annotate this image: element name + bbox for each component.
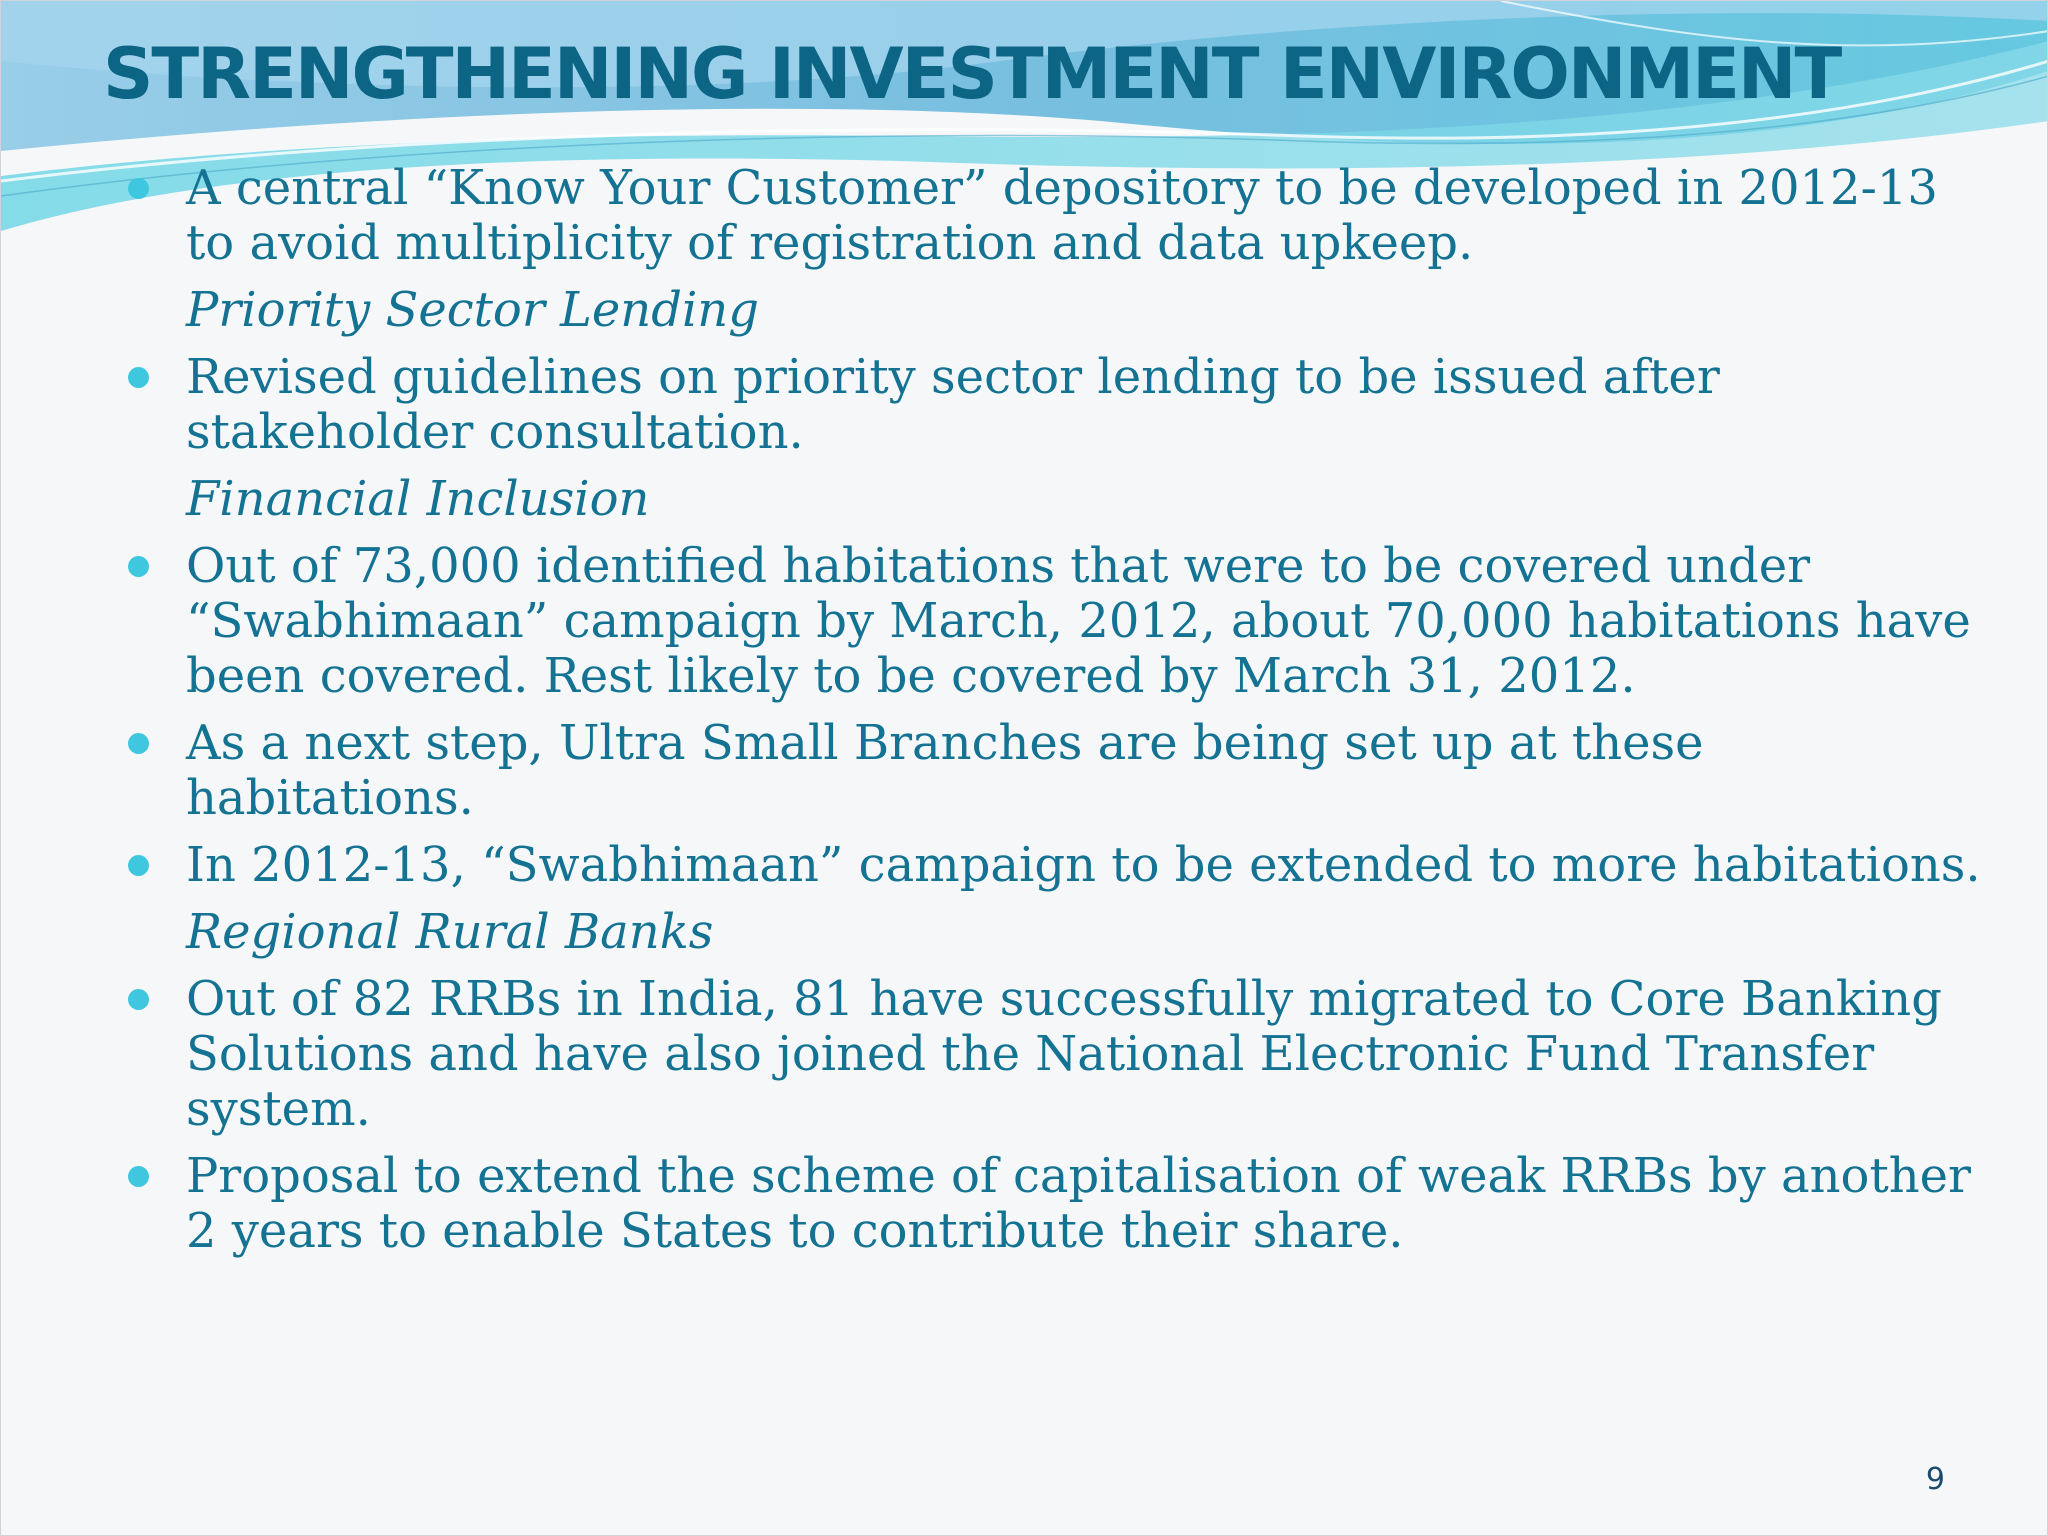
bullet-item <box>1 972 2048 1137</box>
section-heading: Regional Rural Banks <box>186 904 714 960</box>
bullet-item <box>1 350 2048 460</box>
bullet-dot-icon <box>128 733 149 754</box>
slide-title: STRENGTHENING INVESTMENT ENVIRONMENT <box>103 33 1841 115</box>
section-heading: Financial Inclusion <box>186 471 650 527</box>
bullet-dot-icon <box>128 1166 149 1187</box>
bullet-text: A central “Know Your Customer” depository to be developed in 2012-13 to avoid multiplicity of registration and data upkeep. <box>186 160 1938 271</box>
section-heading: Priority Sector Lending <box>186 282 759 338</box>
bullet-dot-icon <box>128 989 149 1010</box>
bullet-dot-icon <box>128 178 149 199</box>
bullet-text: Out of 82 RRBs in India, 81 have successfully migrated to Core Banking Solutions and have also joined the National Electronic Fund Transfer system. <box>186 971 1942 1137</box>
bullet-text: As a next step, Ultra Small Branches are being set up at these habitations. <box>186 715 1704 826</box>
bullet-text: In 2012-13, “Swabhimaan” campaign to be extended to more habitations. <box>186 837 1981 893</box>
bullet-text: Proposal to extend the scheme of capitalisation of weak RRBs by another 2 years to enable States to contribute their share. <box>186 1148 1971 1259</box>
page-number: 9 <box>1925 1462 1945 1497</box>
bullet-item <box>1 539 2048 704</box>
bullet-dot-icon <box>128 367 149 388</box>
bullet-dot-icon <box>128 556 149 577</box>
bullet-dot-icon <box>128 855 149 876</box>
bullet-item <box>1 161 2048 271</box>
bullet-item <box>1 838 2048 893</box>
bullet-item <box>1 1149 2048 1259</box>
slide-body <box>1 161 2048 1259</box>
bullet-item <box>1 716 2048 826</box>
bullet-text: Revised guidelines on priority sector lending to be issued after stakeholder consultation. <box>186 349 1720 460</box>
bullet-text: Out of 73,000 identified habitations that were to be covered under “Swabhimaan” campaign by March, 2012, about 70,000 habitations have been covered. Rest likely to be covered by March 31, 2012. <box>186 538 1971 704</box>
